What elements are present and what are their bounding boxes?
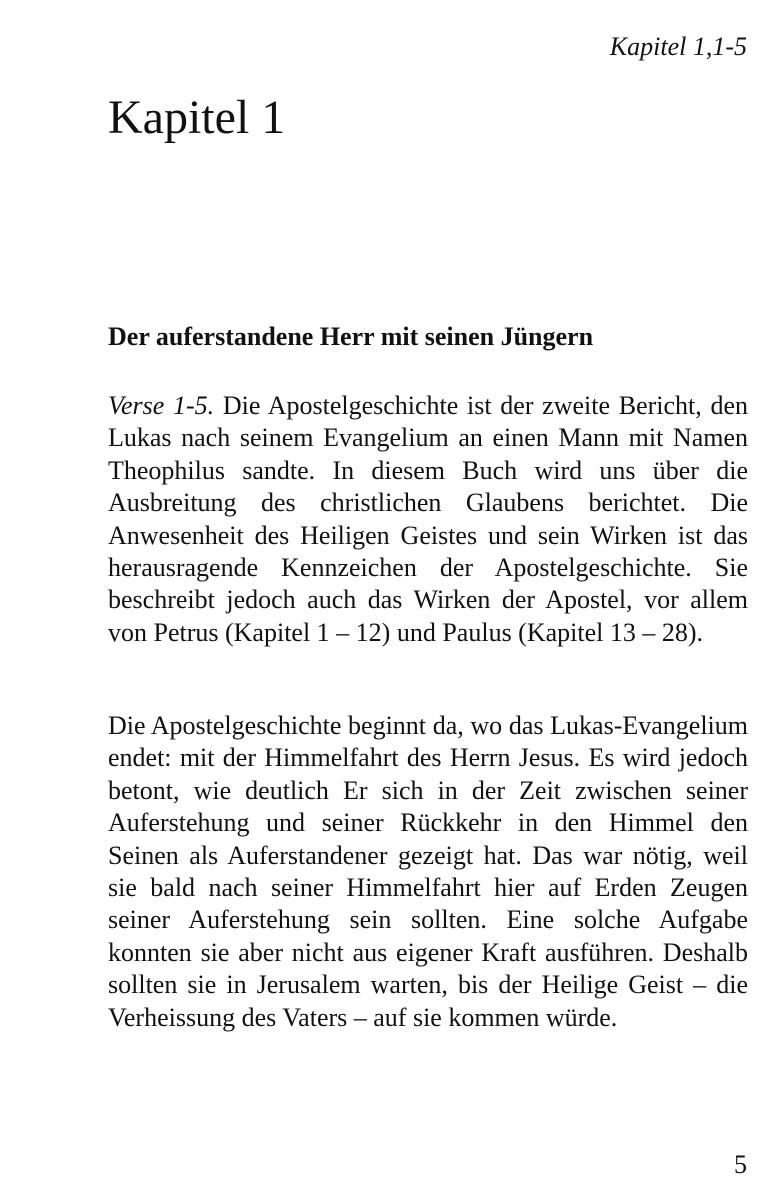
verse-reference: Verse 1-5. xyxy=(108,391,215,420)
section-heading: Der auferstandene Herr mit seinen Jüngern xyxy=(108,322,594,351)
paragraph-apostelgeschichte-beginn: Die Apostelgeschichte beginnt da, wo das Lukas-Evangelium endet: mit der Himmelfahrt des Herrn Jesus. Es wird jedoch betont, wie deutlich Er sich in der Zeit zwischen seiner Auferstehung und seiner Rückkehr in den Himmel den Seinen als Auferstandener gezeigt hat. Das war nötig, weil sie bald nach seiner Himmelfahrt hier auf Erden Zeugen seiner Auferstehung sein sollten. Eine solche Aufgabe konnten sie aber nicht aus eigener Kraft ausführen. Deshalb sollten sie in Jerusalem warten, bis der Heilige Geist – die Verheissung des Vaters – auf sie kommen würde. xyxy=(108,711,748,1032)
paragraph-text: Die Apostelgeschichte ist der zweite Bericht, den Lukas nach seinem Evangelium an einen Mann mit Namen Theophilus sandte. In diesem Buch wird uns über die Ausbreitung des christlichen Glaubens berichtet. Die Anwesenheit des Heiligen Geistes und sein Wirken ist das herausragende Kennzeichen der Apostelgeschichte. Sie beschreibt jedoch auch das Wirken der Apostel, vor allem von Petrus (Kapitel 1 – 12) und Paulus (Kapitel 13 – 28). xyxy=(108,391,748,647)
running-head: Kapitel 1,1-5 xyxy=(609,32,747,61)
paragraph-verses-1-5 xyxy=(108,390,748,649)
chapter-title: Kapitel 1 xyxy=(108,91,286,144)
page-number: 5 xyxy=(734,1150,747,1179)
